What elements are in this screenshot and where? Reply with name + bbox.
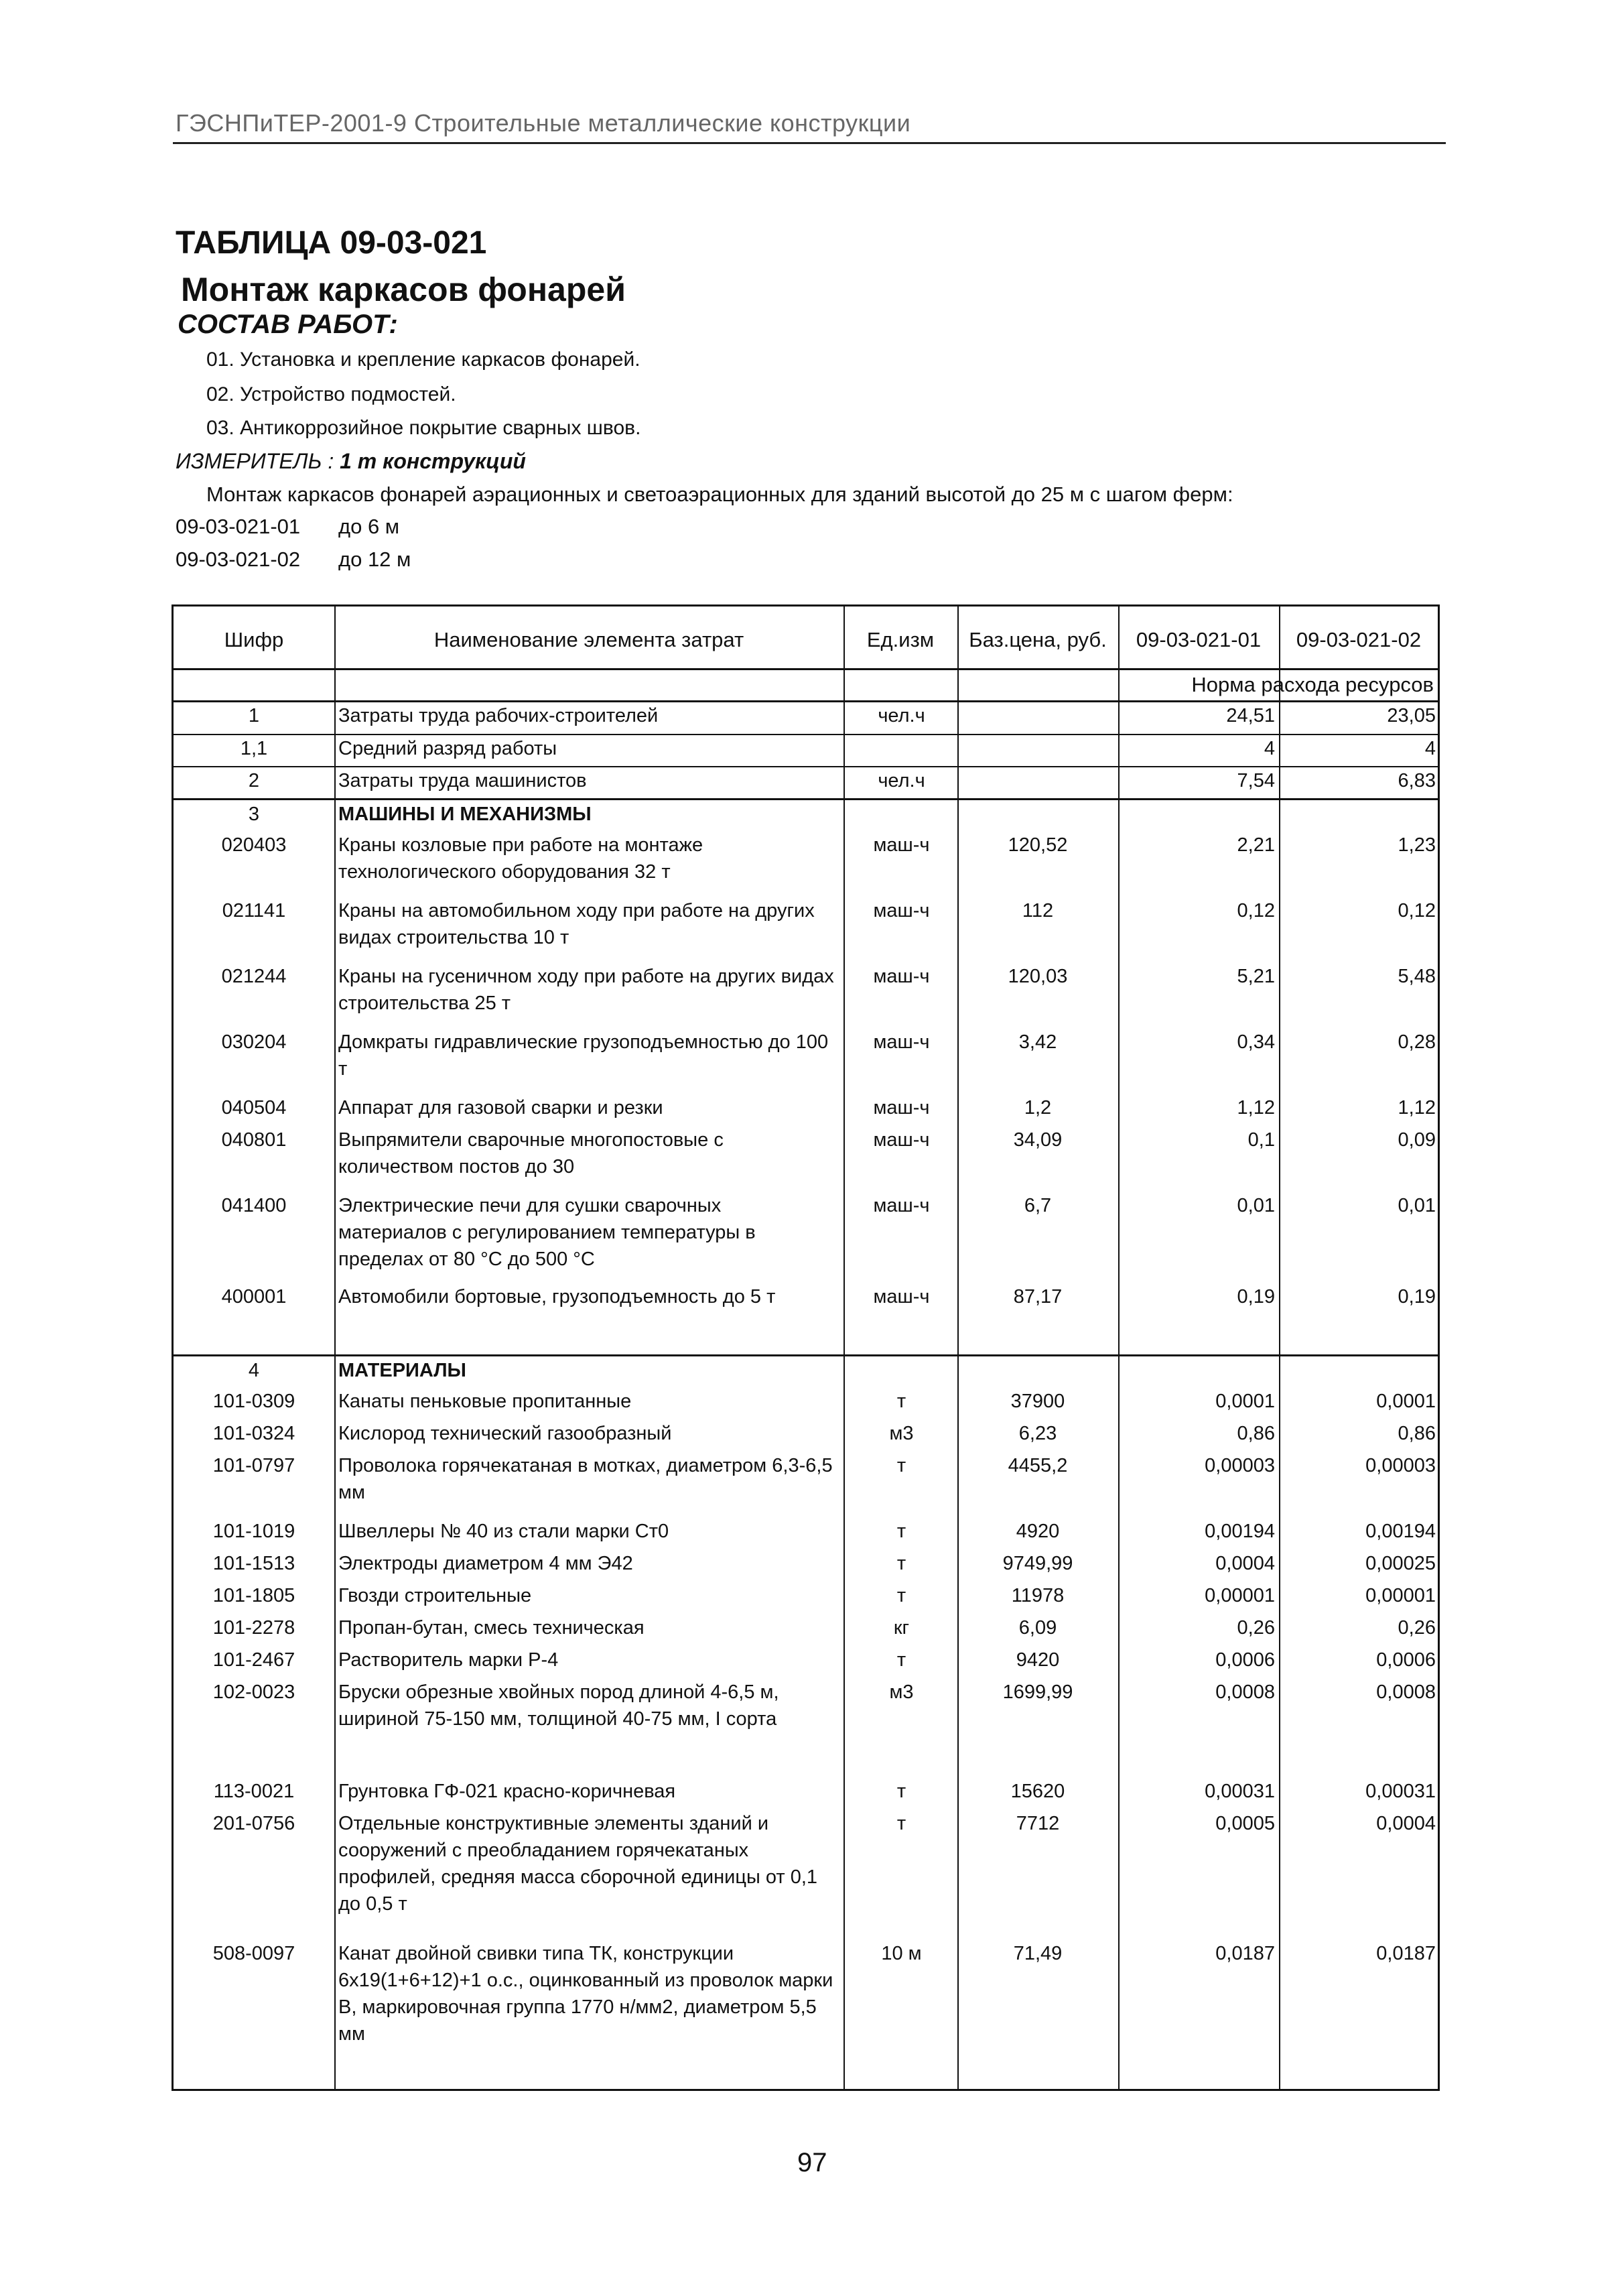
cell-unit: кг [893, 1617, 910, 1639]
cell-code: 101-0797 [212, 1455, 295, 1476]
cell-norm-2: 0,00194 [1365, 1521, 1436, 1542]
cell-unit: маш-ч [873, 1129, 930, 1151]
cell-norm-1: 2,21 [1237, 834, 1275, 856]
measure-label: ИЗМЕРИТЕЛЬ : [176, 449, 334, 473]
cell-norm-2: 0,00025 [1365, 1553, 1436, 1574]
cell-code: 113-0021 [213, 1781, 295, 1802]
column-header-price: Баз.цена, руб. [969, 628, 1107, 651]
cell-price: 6,09 [1018, 1617, 1057, 1639]
cell-norm-2: 0,0008 [1376, 1681, 1436, 1703]
cell-code: 041400 [221, 1195, 287, 1216]
cell-price: 34,09 [1013, 1129, 1063, 1151]
cell-norm-1: 0,34 [1237, 1031, 1275, 1053]
cell-name: Краны на автомобильном ходу при работе на других видах строительства 10 т [338, 900, 815, 948]
running-header: ГЭСНПиТЕР-2001-9 Строительные металлические конструкции [176, 109, 911, 137]
cell-name: Затраты труда машинистов [338, 770, 587, 791]
cell-norm-1: 0,0001 [1215, 1391, 1275, 1412]
row-divider [174, 1354, 1438, 1356]
cell-code: 030204 [221, 1031, 287, 1053]
row-divider [174, 668, 1438, 670]
cell-name: Автомобили бортовые, грузоподъемность до 5 т [338, 1286, 776, 1308]
cell-unit: м3 [889, 1681, 914, 1703]
cell-code: 101-0324 [212, 1423, 295, 1444]
cell-price: 1699,99 [1002, 1681, 1073, 1703]
cell-unit: 10 м [881, 1943, 922, 1964]
cell-name: Отдельные конструктивные элементы зданий и сооружений с преобладанием горячекатаных профилей, средняя масса сборочной единицы от 0,1 до 0,5 т [338, 1813, 818, 1915]
section-title: Монтаж каркасов фонарей [181, 271, 626, 308]
cell-norm-2: 0,28 [1398, 1031, 1436, 1053]
cell-code: 201-0756 [212, 1813, 295, 1834]
table-description: Монтаж каркасов фонарей аэрационных и светоаэрационных для зданий высотой до 25 м с шагом ферм: [206, 483, 1233, 506]
cell-price: 120,52 [1008, 834, 1068, 856]
cell-unit: маш-ч [873, 966, 930, 987]
cell-unit: т [896, 1781, 906, 1802]
cell-name: Канаты пеньковые пропитанные [338, 1391, 632, 1412]
cell-name: Пропан-бутан, смесь техническая [338, 1617, 645, 1639]
cell-norm-2: 1,12 [1398, 1097, 1436, 1119]
cell-norm-2: 0,01 [1398, 1195, 1436, 1216]
cell-unit: маш-ч [873, 1195, 930, 1216]
group-code: 4 [248, 1360, 260, 1381]
cell-unit: маш-ч [873, 1097, 930, 1119]
measure-unit [176, 449, 526, 474]
cell-norm-1: 0,01 [1237, 1195, 1275, 1216]
cell-code: 040504 [221, 1097, 287, 1119]
cell-norm-2: 0,00031 [1365, 1781, 1436, 1802]
cell-norm-1: 0,19 [1237, 1286, 1275, 1308]
cell-name: Проволока горячекатаная в мотках, диаметром 6,3-6,5 мм [338, 1455, 833, 1503]
cell-price: 4455,2 [1008, 1455, 1068, 1476]
cell-unit: чел.ч [878, 770, 925, 791]
cell-norm-1: 0,00194 [1205, 1521, 1275, 1542]
cell-norm-2: 0,0001 [1376, 1391, 1436, 1412]
cell-name: Домкраты гидравлические грузоподъемностью до 100 т [338, 1031, 829, 1080]
cell-unit: т [896, 1585, 906, 1606]
cell-norm-1: 7,54 [1237, 770, 1275, 791]
work-item: 01. Установка и крепление каркасов фонарей. [206, 348, 640, 371]
cell-unit: т [896, 1455, 906, 1476]
cell-norm-1: 0,1 [1247, 1129, 1275, 1151]
column-header-unit: Ед.изм [866, 628, 935, 651]
cell-norm-2: 0,0187 [1376, 1943, 1436, 1964]
cell-price: 9749,99 [1002, 1553, 1073, 1574]
column-header-variant-1: 09-03-021-01 [1136, 628, 1262, 651]
cell-code: 1 [248, 705, 260, 726]
cell-norm-1: 0,86 [1237, 1423, 1275, 1444]
cell-code: 101-1513 [212, 1553, 295, 1574]
cell-norm-2: 0,19 [1398, 1286, 1436, 1308]
cell-norm-1: 0,0187 [1215, 1943, 1275, 1964]
group-code: 3 [248, 804, 260, 825]
work-item: 03. Антикоррозийное покрытие сварных швов. [206, 417, 641, 439]
cell-name: Канат двойной свивки типа ТК, конструкции 6х19(1+6+12)+1 о.с., оцинкованный из проволок марки В, маркировочная группа 1770 н/мм2, диаметром 5,5 мм [338, 1943, 833, 2045]
cell-norm-2: 6,83 [1398, 770, 1436, 791]
cell-norm-1: 24,51 [1226, 705, 1275, 726]
cell-name: Кислород технический газообразный [338, 1423, 672, 1444]
cell-norm-2: 0,26 [1398, 1617, 1436, 1639]
cell-norm-1: 0,0005 [1215, 1813, 1275, 1834]
variant-label: до 12 м [338, 548, 411, 571]
cell-price: 71,49 [1013, 1943, 1063, 1964]
cell-name: Аппарат для газовой сварки и резки [338, 1097, 663, 1119]
cell-norm-2: 0,86 [1398, 1423, 1436, 1444]
column-divider [1118, 607, 1120, 2089]
cell-price: 120,03 [1008, 966, 1068, 987]
cell-norm-1: 0,00001 [1205, 1585, 1275, 1606]
cell-unit: маш-ч [873, 834, 930, 856]
column-divider [334, 607, 336, 2089]
cell-norm-2: 0,00001 [1365, 1585, 1436, 1606]
cell-price: 7712 [1016, 1813, 1060, 1834]
cell-norm-2: 0,0006 [1376, 1649, 1436, 1671]
cell-norm-1: 0,12 [1237, 900, 1275, 921]
cell-norm-1: 5,21 [1237, 966, 1275, 987]
cell-norm-2: 5,48 [1398, 966, 1436, 987]
cell-unit: т [896, 1391, 906, 1412]
cell-price: 6,23 [1018, 1423, 1057, 1444]
cell-norm-1: 0,0006 [1215, 1649, 1275, 1671]
cell-name: Грунтовка ГФ-021 красно-коричневая [338, 1781, 676, 1802]
cell-unit: т [896, 1649, 906, 1671]
resource-table [172, 604, 1440, 2091]
cell-norm-1: 1,12 [1237, 1097, 1275, 1119]
page-number: 97 [797, 2148, 827, 2177]
cell-price: 112 [1022, 900, 1054, 921]
norma-subheader: Норма расхода ресурсов [1191, 673, 1434, 696]
group-title-materials: МАТЕРИАЛЫ [338, 1360, 466, 1381]
cell-norm-2: 0,00003 [1365, 1455, 1436, 1476]
cell-code: 040801 [221, 1129, 287, 1151]
cell-code: 101-1019 [212, 1521, 295, 1542]
cell-norm-2: 4 [1424, 738, 1436, 759]
cell-price: 9420 [1016, 1649, 1060, 1671]
variant-label: до 6 м [338, 515, 400, 538]
cell-unit: маш-ч [873, 1031, 930, 1053]
cell-code: 021244 [221, 966, 287, 987]
cell-norm-2: 0,09 [1398, 1129, 1436, 1151]
cell-norm-1: 0,00003 [1205, 1455, 1275, 1476]
cell-norm-1: 0,0008 [1215, 1681, 1275, 1703]
cell-price: 11978 [1011, 1585, 1065, 1606]
cell-code: 101-0309 [212, 1391, 295, 1412]
group-title-machines: МАШИНЫ И МЕХАНИЗМЫ [338, 804, 592, 825]
cell-name: Выпрямители сварочные многопостовые с количеством постов до 30 [338, 1129, 724, 1177]
cell-code: 101-2278 [212, 1617, 295, 1639]
cell-name: Электрические печи для сушки сварочных материалов с регулированием температуры в пределах от 80 °С до 500 °С [338, 1195, 756, 1270]
variant-code: 09-03-021-01 [176, 515, 301, 538]
work-composition-heading: СОСТАВ РАБОТ: [178, 310, 398, 339]
cell-code: 101-2467 [212, 1649, 295, 1671]
cell-name: Краны козловые при работе на монтаже технологического оборудования 32 т [338, 834, 703, 883]
cell-name: Средний разряд работы [338, 738, 557, 759]
cell-code: 102-0023 [212, 1681, 295, 1703]
cell-norm-1: 0,00031 [1205, 1781, 1275, 1802]
cell-unit: м3 [889, 1423, 914, 1444]
cell-norm-2: 23,05 [1387, 705, 1436, 726]
cell-norm-2: 0,0004 [1376, 1813, 1436, 1834]
cell-unit: т [896, 1813, 906, 1834]
cell-code: 508-0097 [212, 1943, 295, 1964]
variant-row [176, 548, 411, 572]
cell-price: 37900 [1010, 1391, 1065, 1412]
cell-norm-1: 0,0004 [1215, 1553, 1275, 1574]
cell-unit: т [896, 1521, 906, 1542]
cell-name: Растворитель марки Р-4 [338, 1649, 559, 1671]
cell-price: 3,42 [1018, 1031, 1057, 1053]
variant-code: 09-03-021-02 [176, 548, 301, 571]
cell-unit: чел.ч [878, 705, 925, 726]
cell-price: 4920 [1016, 1521, 1060, 1542]
table-title: ТАБЛИЦА 09-03-021 [176, 225, 487, 261]
cell-code: 1,1 [240, 738, 268, 759]
column-divider [957, 607, 959, 2089]
cell-name: Швеллеры № 40 из стали марки Ст0 [338, 1521, 669, 1542]
cell-price: 1,2 [1024, 1097, 1052, 1119]
cell-norm-2: 1,23 [1398, 834, 1436, 856]
cell-unit: т [896, 1553, 906, 1574]
cell-name: Бруски обрезные хвойных пород длиной 4-6,5 м, шириной 75-150 мм, толщиной 40-75 мм, I сорта [338, 1681, 779, 1730]
row-divider [174, 798, 1438, 800]
variant-row [176, 515, 399, 539]
header-rule [173, 142, 1446, 144]
column-header-code: Шифр [224, 628, 284, 651]
cell-name: Краны на гусеничном ходу при работе на других видах строительства 25 т [338, 966, 834, 1014]
cell-name: Электроды диаметром 4 мм Э42 [338, 1553, 633, 1574]
cell-code: 400001 [221, 1286, 287, 1308]
column-header-name: Наименование элемента затрат [433, 628, 744, 651]
cell-code: 101-1805 [212, 1585, 295, 1606]
cell-norm-2: 0,12 [1398, 900, 1436, 921]
cell-norm-1: 0,26 [1237, 1617, 1275, 1639]
cell-price: 6,7 [1024, 1195, 1052, 1216]
cell-unit: маш-ч [873, 1286, 930, 1308]
column-header-variant-2: 09-03-021-02 [1296, 628, 1422, 651]
cell-name: Затраты труда рабочих-строителей [338, 705, 659, 726]
cell-name: Гвозди строительные [338, 1585, 532, 1606]
measure-value: 1 т конструкций [340, 449, 526, 473]
cell-unit: маш-ч [873, 900, 930, 921]
cell-norm-1: 4 [1264, 738, 1275, 759]
cell-price: 15620 [1010, 1781, 1065, 1802]
column-divider [843, 607, 845, 2089]
cell-code: 020403 [221, 834, 287, 856]
column-divider [1279, 607, 1280, 2089]
cell-code: 2 [248, 770, 260, 791]
cell-code: 021141 [222, 900, 286, 921]
work-item: 02. Устройство подмостей. [206, 383, 456, 405]
cell-price: 87,17 [1013, 1286, 1063, 1308]
